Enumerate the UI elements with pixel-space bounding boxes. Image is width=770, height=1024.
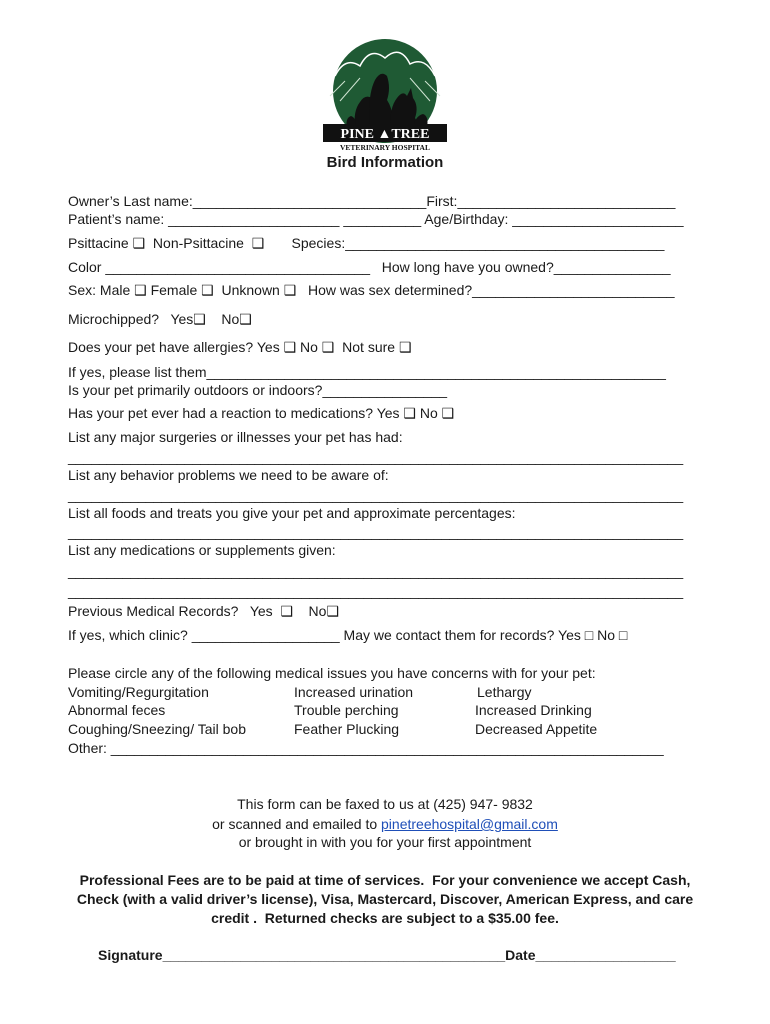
issue-item[interactable]: Decreased Appetite (475, 721, 598, 737)
color-line[interactable]: Color __________________________________ How long have you owned?_______________ (68, 259, 671, 275)
clinic-line[interactable]: If yes, which clinic? ___________________ May we contact them for records? Yes □ No □ (68, 627, 628, 643)
foods-label: List all foods and treats you give your pet and approximate percentages: (68, 505, 516, 521)
issue-item[interactable]: Lethargy (477, 684, 532, 700)
fees-line-2: Check (with a valid driver’s license), Visa, Mastercard, Discover, American Express, and care (76, 891, 694, 907)
medications-blank-2[interactable]: _______________________________________________________________________________ (68, 583, 684, 599)
fees-line-1: Professional Fees are to be paid at time of services. For your convenience we accept Cash, (79, 872, 691, 888)
sex-line[interactable]: Sex: Male ❑ Female ❑ Unknown ❑ How was sex determined?__________________________ (68, 282, 675, 298)
surgeries-blank[interactable]: _______________________________________________________________________________ (68, 449, 684, 465)
pine-tree-logo (315, 36, 455, 154)
behavior-label: List any behavior problems we need to be aware of: (68, 467, 389, 483)
medications-blank-1[interactable]: _______________________________________________________________________________ (68, 563, 684, 579)
medical-records-line[interactable]: Previous Medical Records? Yes ❑ No❑ (68, 603, 339, 619)
fax-info: This form can be faxed to us at (425) 947- 9832 (237, 796, 533, 812)
email-info (0, 815, 770, 833)
issue-item[interactable]: Feather Plucking (294, 721, 400, 737)
signature-line[interactable]: Signature____________________________________________Date__________________ (98, 947, 676, 963)
medications-label: List any medications or supplements given: (68, 542, 336, 558)
issue-item[interactable]: Trouble perching (294, 702, 399, 718)
logo-subtitle: VETERINARY HOSPITAL (340, 143, 430, 152)
issue-item[interactable]: Abnormal feces (68, 702, 166, 718)
medication-reaction-line[interactable]: Has your pet ever had a reaction to medications? Yes ❑ No ❑ (68, 405, 455, 421)
email-link[interactable]: pinetreehospital@gmail.com (381, 816, 558, 832)
allergies-line[interactable]: Does your pet have allergies? Yes ❑ No ❑ Not sure ❑ (68, 339, 412, 355)
owner-name-line[interactable]: Owner’s Last name:______________________________First:____________________________ (68, 193, 676, 209)
circle-issues-label: Please circle any of the following medical issues you have concerns with for your pet: (68, 665, 596, 681)
issue-item[interactable]: Coughing/Sneezing/ Tail bob (68, 721, 246, 737)
logo-image (315, 36, 455, 154)
allergies-list-line[interactable]: If yes, please list them___________________________________________________________ (68, 364, 666, 380)
other-issues-line[interactable]: Other: _______________________________________________________________________ (68, 740, 664, 756)
outdoors-line[interactable]: Is your pet primarily outdoors or indoors?________________ (68, 382, 448, 398)
form-title: Bird Information (326, 154, 444, 171)
issue-item[interactable]: Increased Drinking (475, 702, 592, 718)
email-prefix: or scanned and emailed to (212, 816, 382, 832)
bring-info: or brought in with you for your first appointment (238, 834, 532, 850)
behavior-blank[interactable]: _______________________________________________________________________________ (68, 487, 684, 503)
fees-line-3: credit . Returned checks are subject to a $35.00 fee. (211, 910, 559, 926)
patient-name-line[interactable]: Patient’s name: ______________________ __________ Age/Birthday: ______________________ (68, 211, 684, 227)
surgeries-label: List any major surgeries or illnesses your pet has had: (68, 429, 403, 445)
psittacine-line[interactable]: Psittacine ❑ Non-Psittacine ❑ Species:_________________________________________ (68, 235, 665, 251)
issue-item[interactable]: Increased urination (294, 684, 414, 700)
issue-item[interactable]: Vomiting/Regurgitation (68, 684, 209, 700)
microchip-line[interactable]: Microchipped? Yes❑ No❑ (68, 311, 252, 327)
logo-wordmark: PINE ▲TREE (340, 127, 430, 142)
foods-blank[interactable]: _______________________________________________________________________________ (68, 524, 684, 540)
